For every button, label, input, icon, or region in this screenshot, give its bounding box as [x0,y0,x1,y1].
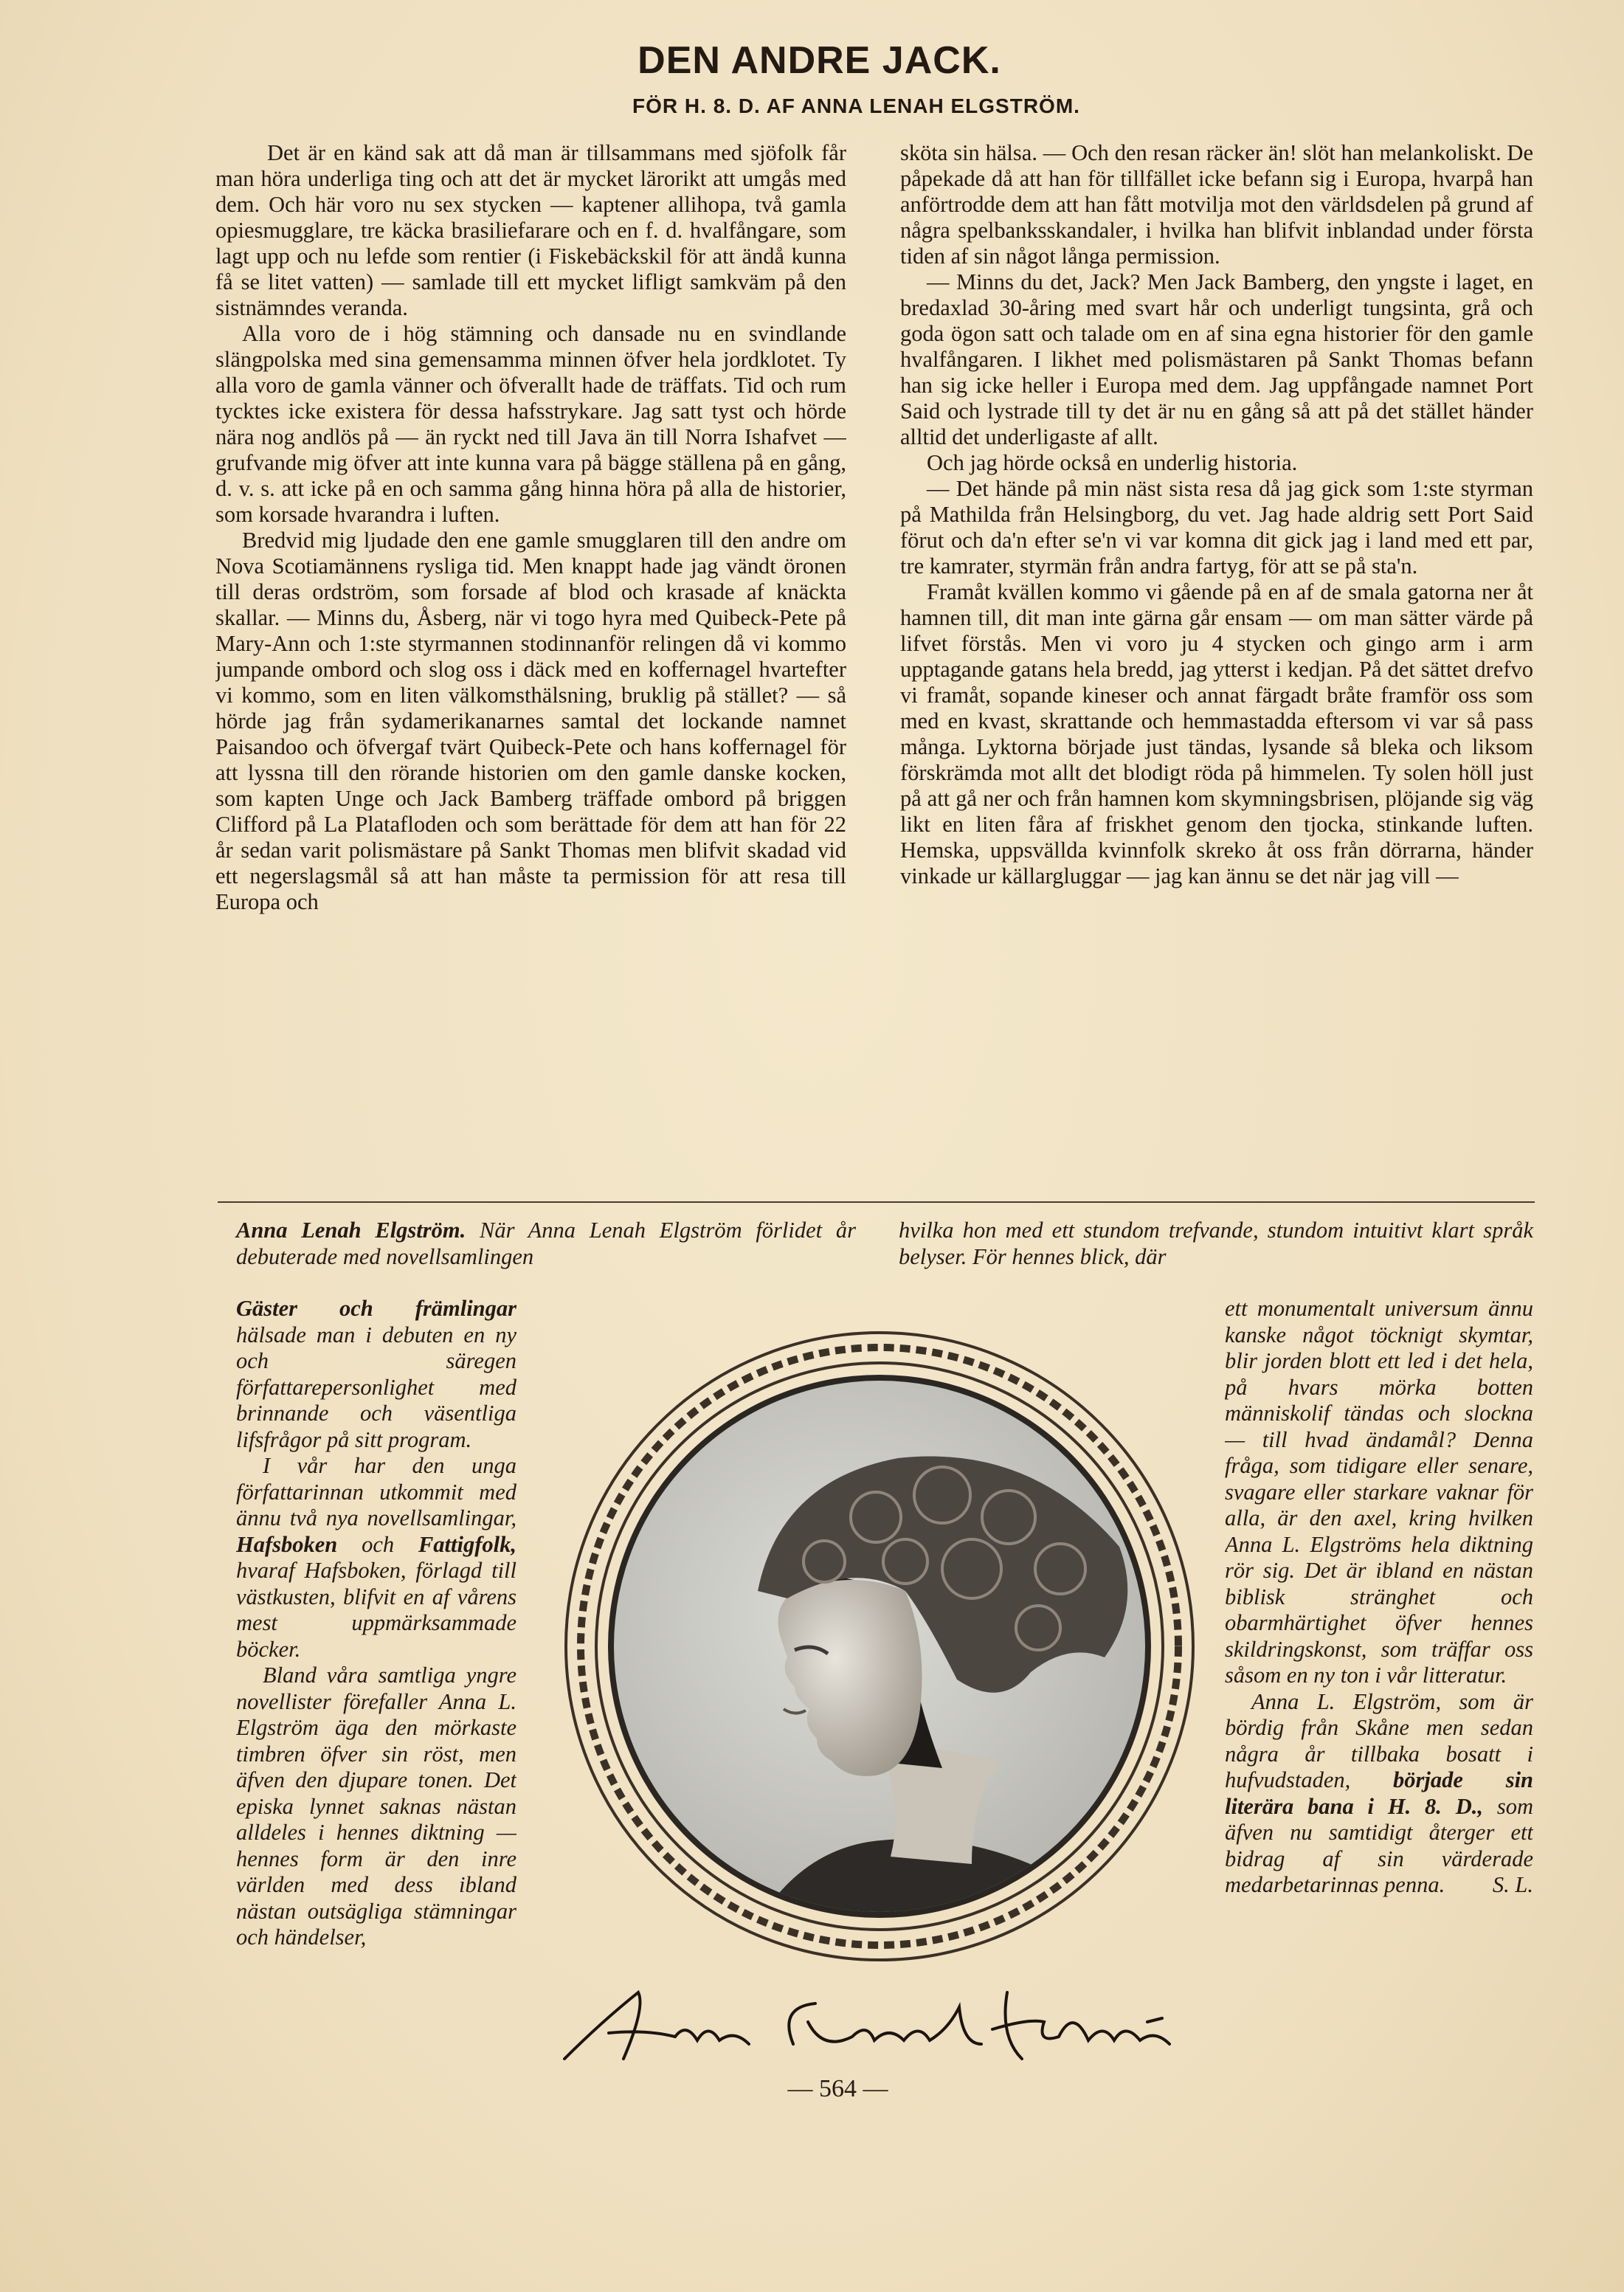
paragraph: sköta sin hälsa. — Och den resan räcker än! slöt han melankoliskt. De påpekade då att han för tillfället icke befann sig i Europa, hvarpå han anförtrodde dem att han fått motvilja mot den världsdelen på grund af några spelbanksskandaler, i hvilka han blifvit inblandad under första tiden af sin något långa permission. [900,140,1533,269]
author-portrait [559,1325,1200,1967]
bio-emphasis: började sin literära bana i H. 8. D., [1225,1767,1533,1819]
section-divider [218,1201,1535,1203]
book-title: Hafsboken [236,1531,338,1557]
book-title: Gäster och främlingar [236,1296,516,1321]
bio-text: ett monumentalt universum ännu kanske något töcknigt skymtar, blir jorden blott ett led i det hela, på hvars mörka botten människolif tändas och slockna — till hvad ändamål? Denna fråga, som tidigare eller senare, svagare eller starkare vaknar för alla, är den axel, kring hvilken Anna L. Elgströms hela diktning rör sig. Det är ibland en nästan biblisk stränghet och obarmhärtighet öfver hennes skildringskonst, som träffar oss såsom en ny ton i vår litteratur. [1225,1296,1533,1688]
paragraph: — Det hände på min näst sista resa då jag gick som 1:ste styrman på Mathilda från Helsingborg, du vet. Jag hade aldrig sett Port Said förut och da'n efter se'n vi var komna dit gick jag i land med ett par, tre kamrater, styrmän från andra fartyg, för att se på sta'n. [900,476,1533,579]
paragraph: — Minns du det, Jack? Men Jack Bamberg, den yngste i laget, en bredaxlad 30-åring med svart hår och underligt tungsinta, grå och goda ögon satt och talade om en af sina egna historier för den gamle hvalfångaren. I likhet med polismästaren på Sankt Thomas befann han sig icke heller i Europa med dem. Jag uppfångade namnet Port Said och lystrade till ty det är nu en gång så att på det stället händer alltid det underligaste af allt. [900,269,1533,449]
bio-signature: S. L. [1492,1872,1533,1897]
bio-intro-right [899,1218,1533,1270]
bio-text: som äfven nu samtidigt återger ett bidrag af sin värderade medarbetarinnas penna. [1225,1793,1533,1897]
page-number: — 564 — [787,2075,888,2102]
bio-text: hvaraf Hafsboken, förlagd till västkusten, blifvit en af vårens mest uppmärksammade böcker. [236,1558,516,1662]
story-column-left [215,140,846,1173]
book-title: Fattigfolk, [418,1531,516,1557]
author-signature [557,1978,1192,2074]
bio-text: Bland våra samtliga yngre novellister förefaller Anna L. Elgström äga den mörkaste timbren öfver sin röst, men äfven den djupare tonen. Det episka lynnet saknas nästan alldeles i hennes diktning — hennes form är den inre världen med dess ibland nästan outsägliga stämningar och händelser, [236,1663,516,1950]
article-title: DEN ANDRE JACK. [637,39,1001,82]
bio-text: Anna L. Elgström, som är bördig från Skåne men sedan några år tillbaka bosatt i hufvudstaden, [1225,1688,1533,1792]
paragraph: Alla voro de i hög stämning och dansade nu en svindlande slängpolska med sina gemensamma minnen öfver hela jordklotet. Ty alla voro de gamla vänner och öfverallt hade de träffats. Tid och rum tycktes icke existera för dessa hafsstrykare. Jag satt tyst och hörde nära nog andlös på — än ryckt ned till Java än till Norra Ishafvet — grufvande mig öfver att inte kunna vara på bägge ställena på en gång, d. v. s. att icke på en och samma gång hinna höra på alla de historier, som korsade hvarandra i luften. [215,321,846,527]
bio-text: I vår har den unga författarinnan utkommit med ännu två nya novellsamlingar, [236,1453,516,1530]
paragraph: Framåt kvällen kommo vi gående på en af de smala gatorna ner åt hamnen till, dit man inte gärna går ensam — om man sätter värde på lifvet förstås. Men vi voro ju 4 stycken och gingo arm i arm upptagande gatans hela bredd, jag ytterst i kedjan. På det sättet drefvo vi framåt, sopande kineser och annat färgadt bråte framför oss som med en kvast, skrattande och hemmastadda eftersom vi var så pass många. Lyktorna började just tändas, lysande så bleka och liksom förskrämda mot allt det blodigt röda på himmelen. Ty solen höll just på att gå ner och från hamnen kom skymningsbrisen, plöjande sig väg likt en liten fåra af friskhet genom den tjocka, stinkande luften. Hemska, uppsvällda kvinnfolk skreko åt oss från dörrarna, händer vinkade ur källargluggar — jag kan ännu se det när jag vill — [900,579,1533,888]
bio-text: och [337,1531,418,1557]
paragraph: Bredvid mig ljudade den ene gamle smugglaren till den andre om Nova Scotiamännens rysliga tid. Men knappt hade jag vändt öronen till deras ordström, som forsade af blod och krasade af knäckta skallar. — Minns du, Åsberg, när vi togo hyra med Quibeck-Pete på Mary-Ann och 1:ste styrmannen stodinnanför relingen då vi kommo jumpande ombord och slog oss i däck med en koffernagel hvartefter vi kommo, som en liten välkomsthälsning, bruklig på stället? — så hörde jag från sydamerikanarnes samtal det lockande namnet Paisandoo och öfvergaf tvärt Quibeck-Pete och hans koffernagel för att lyssna till den rörande historien om den gamle danske kocken, som kapten Unge och Jack Bamberg träffade ombord på briggen Clifford på La Platafloden och som berättade för dem att han för 22 år sedan varit polismästare på Sankt Thomas men blifvit skadad vid ett negerslagsmål så att han måste ta permission för att resa till Europa och [215,528,846,914]
bio-left-column [236,1296,516,2085]
paragraph: Och jag hörde också en underlig historia. [927,450,1298,475]
bio-right-column [1225,1296,1533,2085]
author-name: Anna Lenah Elgström. [236,1218,466,1243]
bio-text: hälsade man i debuten en ny och säregen författarepersonlighet med brinnande och väsentliga lifsfrågor på sitt program. [236,1322,516,1452]
bio-text: När Anna Lenah Elgström förlidet år debuterade med novellsamlingen [236,1218,856,1269]
story-column-right [900,140,1533,1173]
paragraph: Det är en känd sak att då man är tillsammans med sjöfolk får man höra underliga ting och att det är mycket lärorikt att umgås med dem. Och här voro nu sex stycken — kaptener allihopa, två gamla opiesmugglare, tre käcka brasiliefarare och en f. d. hvalfångare, som lagt upp och nu lefde som rentier (i Fiskebäckskil för att ändå kunna få se litet vatten) — samlade till ett mycket lifligt samkväm på den sistnämndes veranda. [215,140,846,320]
bio-intro [236,1218,856,1270]
article-byline: FÖR H. 8. D. AF ANNA LENAH ELGSTRÖM. [632,94,1080,117]
bio-text: hvilka hon med ett stundom trefvande, stundom intuitivt klart språk belyser. För hennes blick, där [899,1218,1533,1269]
